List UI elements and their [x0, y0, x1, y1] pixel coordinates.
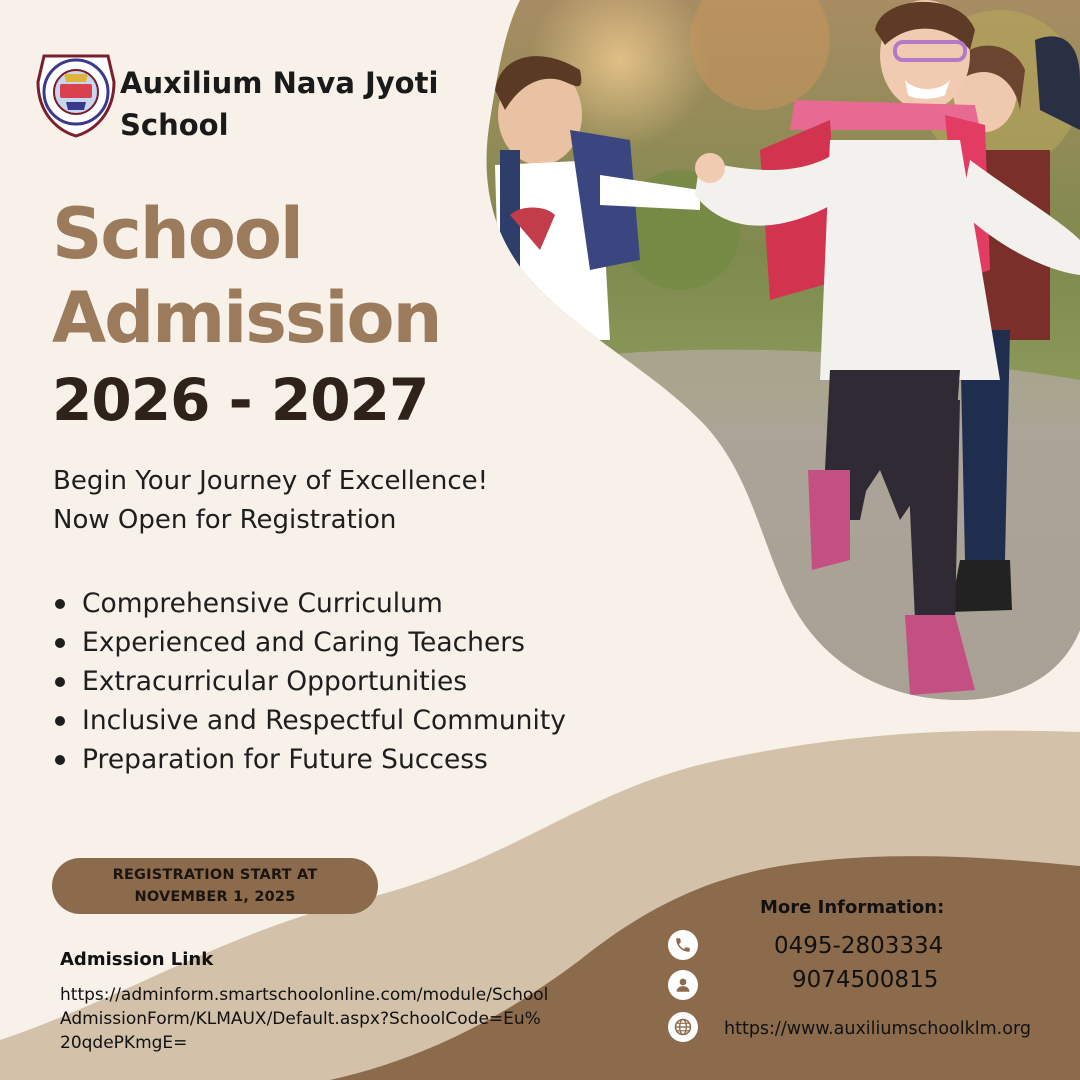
feature-item: Inclusive and Respectful Community	[52, 701, 566, 740]
website-link[interactable]: https://www.auxiliumschoolklm.org	[724, 1019, 1031, 1039]
phone-number-secondary[interactable]: 9074500815	[792, 967, 939, 993]
globe-icon	[668, 1012, 698, 1042]
tagline-journey: Begin Your Journey of Excellence!	[53, 466, 489, 496]
user-icon	[668, 970, 698, 1000]
feature-item: Preparation for Future Success	[52, 740, 566, 779]
more-info-title: More Information:	[760, 897, 945, 918]
feature-item: Extracurricular Opportunities	[52, 662, 566, 701]
registration-label: REGISTRATION START AT	[112, 867, 318, 883]
registration-date-badge	[52, 858, 378, 914]
headline-admission: Admission	[52, 277, 441, 359]
admission-link-title: Admission Link	[60, 949, 214, 970]
phone-icon	[668, 930, 698, 960]
registration-date: NOVEMBER 1, 2025	[134, 889, 296, 905]
school-name: Auxilium Nava Jyoti School	[120, 66, 439, 142]
school-logo	[34, 52, 118, 138]
feature-item: Comprehensive Curriculum	[52, 584, 566, 623]
feature-item: Experienced and Caring Teachers	[52, 623, 566, 662]
tagline-registration-open: Now Open for Registration	[53, 505, 397, 535]
headline-school: School	[52, 193, 302, 275]
headline-year: 2026 - 2027	[52, 366, 429, 434]
phone-number-primary[interactable]: 0495-2803334	[774, 933, 944, 959]
admission-link-url[interactable]: https://adminform.smartschoolonline.com/module/SchoolAdmissionForm/KLMAUX/Default.aspx?SchoolCode=Eu%20qdePKmgE=	[60, 985, 549, 1053]
feature-list	[52, 584, 566, 779]
